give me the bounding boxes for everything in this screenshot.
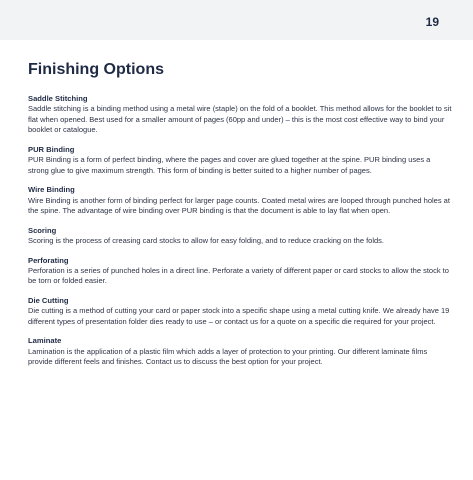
section-scoring bbox=[28, 226, 453, 247]
section-wire-binding bbox=[28, 185, 453, 216]
section-body: Scoring is the process of creasing card stocks to allow for easy folding, and to reduce cracking on the folds. bbox=[28, 236, 385, 246]
page-title: Finishing Options bbox=[28, 61, 164, 78]
header-band bbox=[0, 0, 473, 40]
section-heading: Perforating bbox=[28, 255, 69, 265]
section-heading: Laminate bbox=[28, 336, 62, 346]
section-body: Lamination is the application of a plastic film which adds a layer of protection to your printing. Our different laminate films provide different feels and finishes. Contact us to discuss the best option for your project. bbox=[28, 346, 428, 367]
section-heading: Wire Binding bbox=[28, 185, 75, 195]
section-heading: Die Cutting bbox=[28, 296, 69, 306]
section-heading: Scoring bbox=[28, 225, 57, 235]
section-body: Saddle stitching is a binding method using a metal wire (staple) on the fold of a booklet. This method allows for the booklet to sit flat when opened. Best used for a smaller amount of pages (60pp and under) – this is the most cost effective way to bind your booklet or catalogue. bbox=[28, 104, 452, 135]
section-heading: Saddle Stitching bbox=[28, 94, 88, 103]
section-pur-binding bbox=[28, 145, 453, 176]
section-body: PUR Binding is a form of perfect binding, where the pages and cover are glued together at the spine. PUR binding uses a strong glue to give maximum strength. This form of binding is better suited to a higher number of pages. bbox=[28, 155, 431, 175]
section-heading: PUR Binding bbox=[28, 144, 75, 154]
finishing-options-list bbox=[28, 94, 453, 377]
page-number: 19 bbox=[425, 15, 439, 29]
section-body: Wire Binding is another form of binding perfect for larger page counts. Coated metal wires are looped through punched holes at the spine. The advantage of wire binding over PUR binding is that the document is able to lay flat when open. bbox=[28, 195, 450, 216]
section-perforating bbox=[28, 256, 453, 287]
section-body: Die cutting is a method of cutting your card or paper stock into a specific shape using a metal cutting knife. We already have 19 different types of presentation folder dies ready to use – or contact us for a quote on a specific die required for your project. bbox=[28, 306, 450, 326]
section-die-cutting bbox=[28, 296, 453, 327]
section-saddle-stitching bbox=[28, 94, 453, 136]
section-body: Perforation is a series of punched holes in a direct line. Perforate a variety of different paper or card stocks to allow the stock to be torn or folded easier. bbox=[28, 266, 449, 286]
section-laminate bbox=[28, 336, 453, 367]
